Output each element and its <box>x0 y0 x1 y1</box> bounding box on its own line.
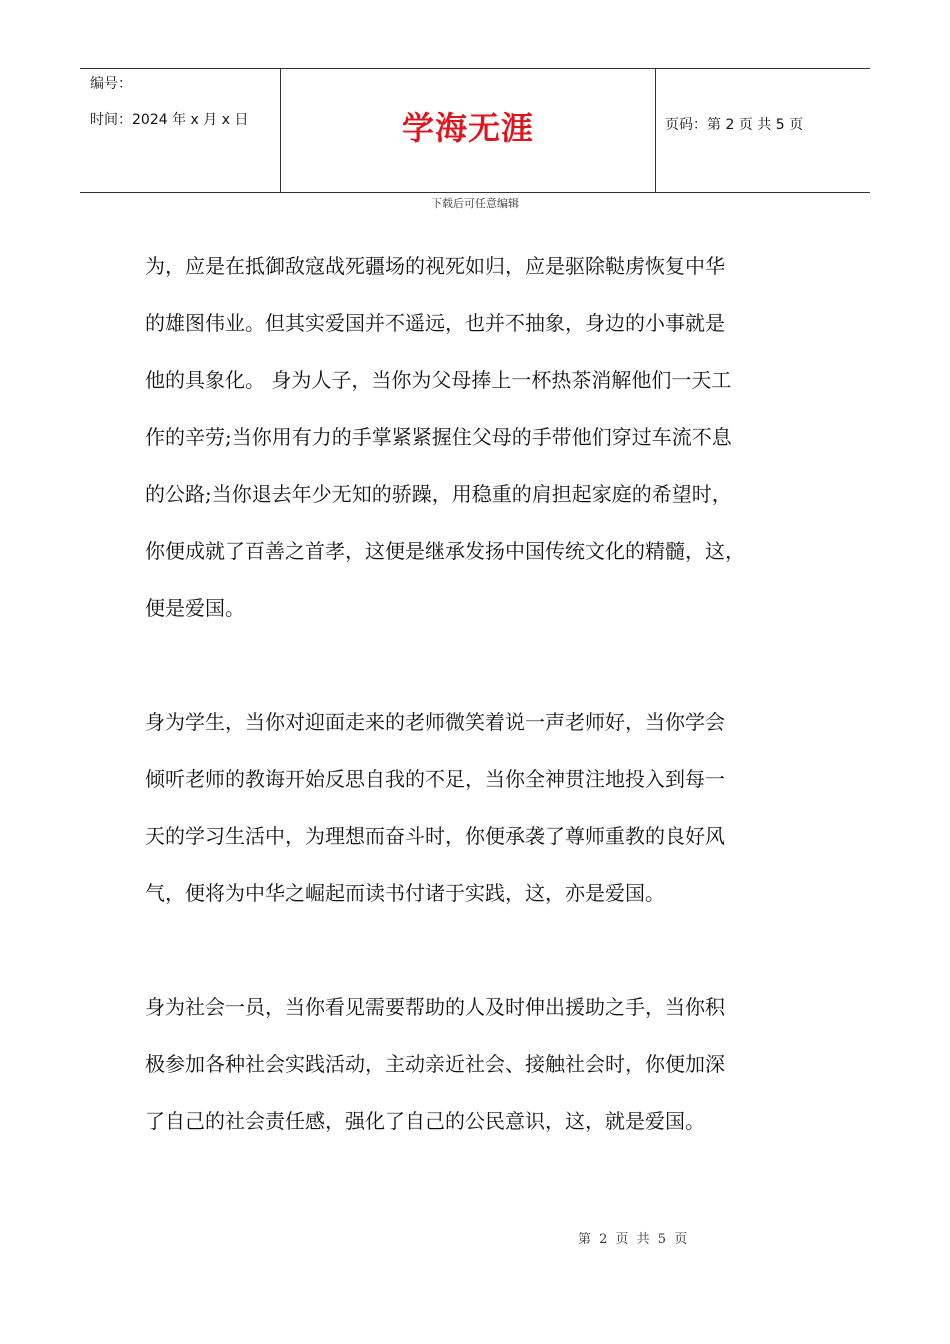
page-number: 第 2 页 共 5 页 <box>578 1232 690 1247</box>
text-line: 的雄图伟业。但其实爱国并不遥远，也并不抽象，身边的小事就是 <box>145 311 725 335</box>
header-page-cell <box>655 69 870 192</box>
text-line: 作的辛劳;当你用有力的手掌紧紧握住父母的手带他们穿过车流不息 <box>145 425 732 449</box>
text-line: 身为社会一员，当你看见需要帮助的人及时伸出援助之手，当你积 <box>145 995 725 1019</box>
text-line: 便是爱国。 <box>145 596 245 620</box>
page-code-label: 页码：第 2 页 共 5 页 <box>665 117 804 133</box>
paragraph-gap <box>145 637 825 694</box>
document-number-label: 编号： <box>90 76 132 92</box>
text-line: 身为学生，当你对迎面走来的老师微笑着说一声老师好，当你学会 <box>145 710 725 734</box>
text-line: 了自己的社会责任感，强化了自己的公民意识，这，就是爱国。 <box>145 1109 705 1133</box>
brand-title: 学海无涯 <box>401 109 534 147</box>
text-line: 极参加各种社会实践活动，主动亲近社会、接触社会时，你便加深 <box>145 1052 725 1076</box>
document-body <box>145 238 825 1150</box>
editable-note: 下载后可任意编辑 <box>431 197 519 210</box>
paragraph-gap <box>145 922 825 979</box>
document-header <box>80 68 870 193</box>
paragraph <box>145 694 825 922</box>
header-brand-cell <box>280 69 656 192</box>
text-line: 你便成就了百善之首孝，这便是继承发扬中国传统文化的精髓，这， <box>145 539 745 563</box>
text-line: 为，应是在抵御敌寇战死疆场的视死如归，应是驱除鞑虏恢复中华 <box>145 254 725 278</box>
paragraph <box>145 238 825 637</box>
text-line: 的公路;当你退去年少无知的骄躁，用稳重的肩担起家庭的希望时， <box>145 482 732 506</box>
document-date-label: 时间：2024 年 x 月 x 日 <box>90 112 249 128</box>
text-line: 天的学习生活中，为理想而奋斗时，你便承袭了尊师重教的良好风 <box>145 824 725 848</box>
header-info-cell <box>80 69 280 192</box>
paragraph <box>145 979 825 1150</box>
text-line: 倾听老师的教诲开始反思自我的不足，当你全神贯注地投入到每一 <box>145 767 725 791</box>
text-line: 气，便将为中华之崛起而读书付诸于实践，这，亦是爱国。 <box>145 881 665 905</box>
text-line: 他的具象化。 身为人子，当你为父母捧上一杯热茶消解他们一天工 <box>145 368 732 392</box>
